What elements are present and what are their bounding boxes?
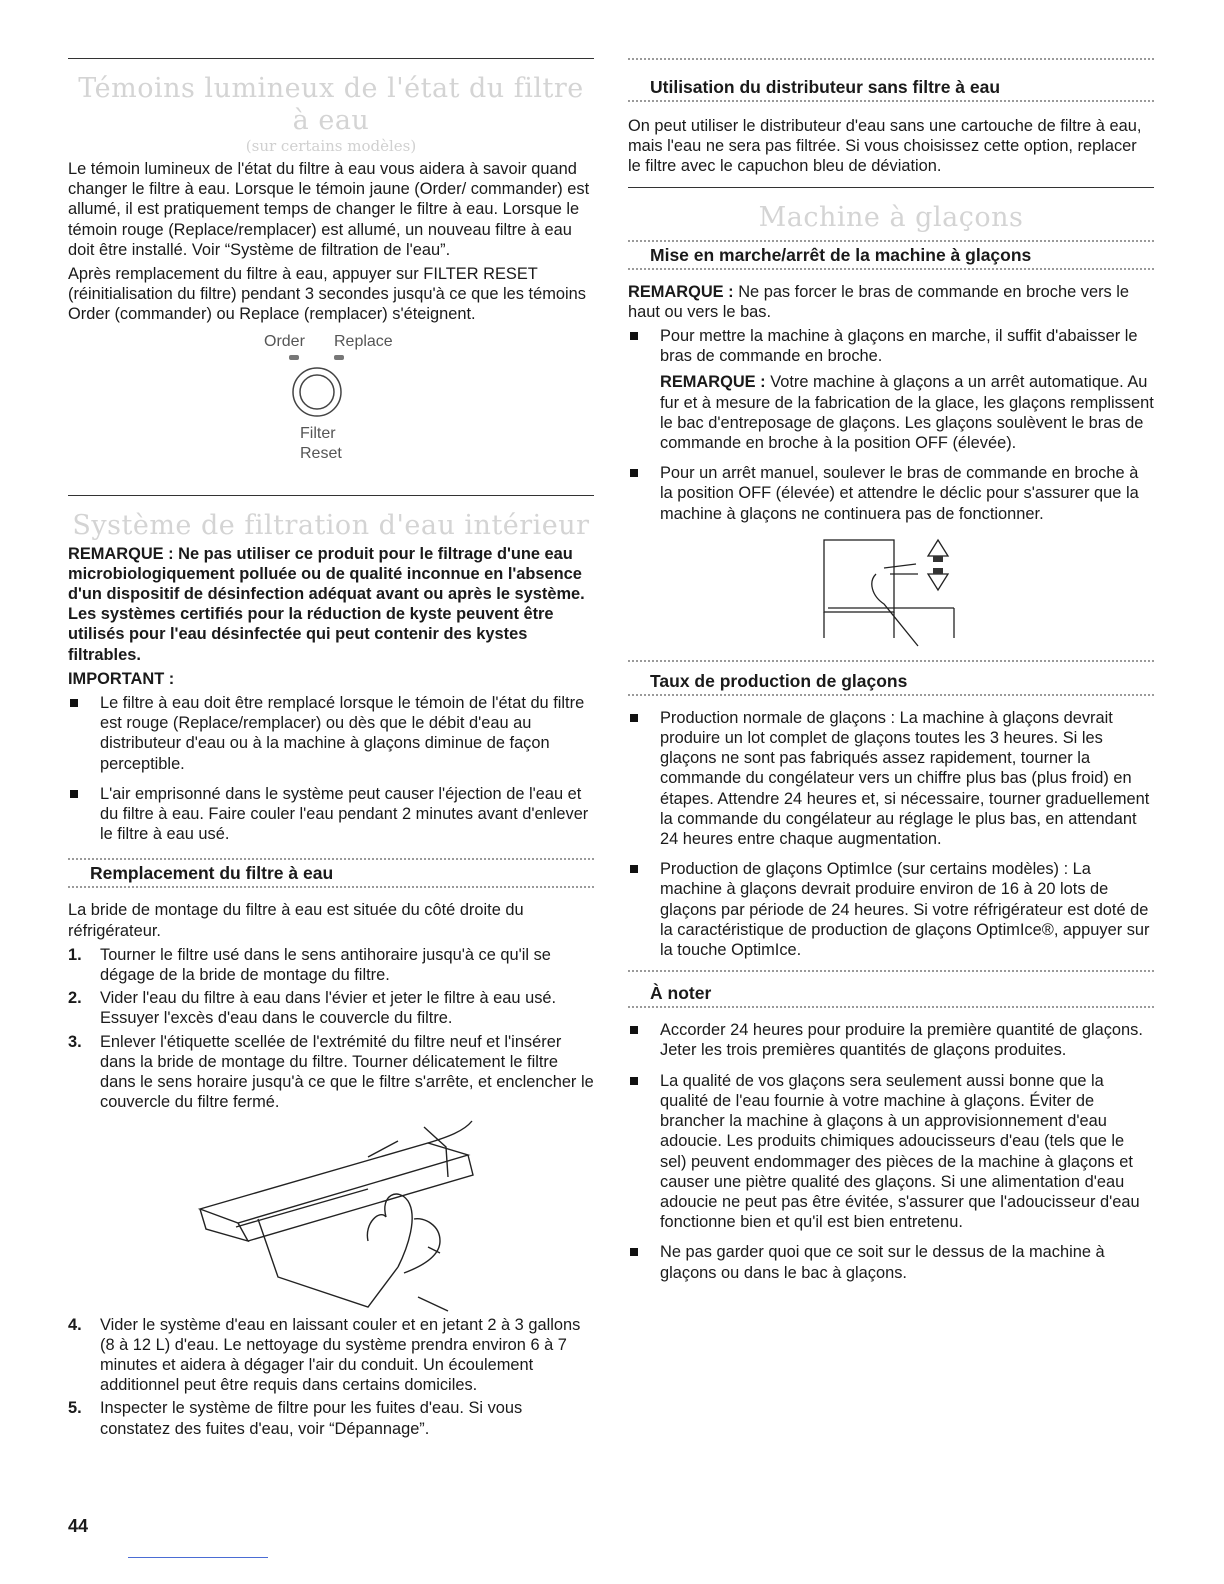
- replace-label: Replace: [334, 332, 393, 350]
- filter-label: Filter: [300, 424, 336, 442]
- dotted-divider: [628, 100, 1154, 102]
- order-label: Order: [264, 332, 305, 350]
- bullet-icon: [630, 714, 638, 722]
- list-item: Accorder 24 heures pour produire la première quantité de glaçons. Jeter les trois premières quantités de glaçons produites.: [628, 1020, 1154, 1060]
- step-item: 1. Tourner le filtre usé dans le sens antihoraire jusqu'à ce qu'il se dégage de la bride de montage du filtre.: [68, 945, 551, 985]
- bullet-icon: [630, 332, 638, 340]
- paragraph: On peut utiliser le distributeur d'eau sans une cartouche de filtre à eau, mais l'eau ne sera pas filtrée. Si vous choisissez cette option, replacer le filtre avec le capuchon bleu de déviation.: [628, 117, 1142, 176]
- ice-maker-list: [628, 326, 1154, 524]
- left-column: [68, 58, 594, 1442]
- bullet-icon: [70, 790, 78, 798]
- subheading-filter-replacement: Remplacement du filtre à eau: [90, 863, 334, 884]
- dotted-divider: [68, 886, 594, 888]
- section-rule: [68, 58, 594, 59]
- paragraph: La bride de montage du filtre à eau est située du côté droite du réfrigérateur.: [68, 901, 524, 940]
- paragraph: Le témoin lumineux de l'état du filtre à eau vous aidera à savoir quand changer le filtre à eau. Lorsque le témoin jaune (Order/ commander) est allumé, il est pratiquement temps de changer le filtre à eau. Lorsque le témoin rouge (Replace/remplacer) est allumé, un nouveau filtre à eau doit être installé. Voir “Système de filtration de l'eau”.: [68, 160, 590, 259]
- important-label: IMPORTANT :: [68, 669, 175, 688]
- step-item: 2. Vider l'eau du filtre à eau dans l'évier et jeter le filtre à eau usé. Essuyer l'excès d'eau dans le couvercle du filtre.: [68, 989, 557, 1028]
- steps-list-continued: [68, 1315, 594, 1439]
- subheading-ice-maker-on-off: Mise en marche/arrêt de la machine à glaçons: [650, 244, 1032, 265]
- replace-indicator-light: [334, 355, 344, 360]
- dotted-divider: [628, 660, 1154, 662]
- order-indicator-light: [289, 355, 299, 360]
- section-title-filtration-system: Système de filtration d'eau intérieur: [72, 509, 590, 541]
- dotted-divider: [628, 694, 1154, 696]
- section-rule: [68, 495, 594, 496]
- warning-remarque: REMARQUE : Ne pas utiliser ce produit pour le filtrage d'une eau microbiologiquement polluée ou de qualité inconnue en l'absence d'un dispositif de désinfection adéquat avant ou après le système. Les systèmes certifiés pour la réduction de kyste peuvent être utilisés pour l'eau désinfectée qui peut contenir des kystes filtrables.: [68, 544, 585, 664]
- bullet-icon: [70, 699, 78, 707]
- subheading-a-noter: À noter: [650, 983, 712, 1004]
- ice-maker-arm-illustration: [628, 534, 1154, 652]
- dotted-divider: [628, 268, 1154, 270]
- production-list: [628, 708, 1154, 960]
- dotted-divider: [628, 1006, 1154, 1008]
- step-item: 5. Inspecter le système de filtre pour les fuites d'eau. Si vous constatez des fuites d'eau, voir “Dépannage”.: [68, 1399, 523, 1438]
- reset-label: Reset: [300, 444, 342, 462]
- bullet-icon: [630, 469, 638, 477]
- list-item: La qualité de vos glaçons sera seulement aussi bonne que la qualité de l'eau fournie à votre machine à glaçons. Éviter de brancher la machine à glaçons à un approvisionnement d'eau adoucie. Les produits chimiques adoucisseurs d'eau (tels que le sel) peuvent endommager des pièces de la machine à glaçons et causer une piètre qualité des glaçons. Si une alimentation d'eau adoucie ne peut pas être évitée, s'assurer que l'adoucisseur d'eau fonctionne bien et qu'il est bien entretenu.: [628, 1071, 1154, 1233]
- bullet-icon: [630, 1077, 638, 1085]
- subheading-dispenser-without-filter: Utilisation du distributeur sans filtre à eau: [650, 77, 1001, 97]
- paragraph: Après remplacement du filtre à eau, appuyer sur FILTER RESET (réinitialisation du filtre) pendant 3 secondes jusqu'à ce que les témoins Order (commander) ou Replace (remplacer) s'éteignent.: [68, 265, 586, 324]
- footer-rule: [128, 1557, 268, 1558]
- note-paragraph: REMARQUE : Votre machine à glaçons a un arrêt automatique. Au fur et à mesure de la fabrication de la glace, les glaçons remplissent le bac d'entreposage de glaçons. Les glaçons soulèvent le bras de commande en broche à la position OFF (élevée).: [660, 373, 1154, 453]
- list-item: Production de glaçons OptimIce (sur certains modèles) : La machine à glaçons devrait produire environ de 16 à 20 lots de glaçons par période de 24 heures. Si votre réfrigérateur est doté de la caractéristique de production de glaçons OptimIce®, appuyer sur la touche OptimIce.: [628, 859, 1154, 960]
- step-item: 3. Enlever l'étiquette scellée de l'extrémité du filtre neuf et l'insérer dans la bride de montage du filtre. Tourner délicatement le filtre dans le sens horaire jusqu'à ce que le filtre s'arrête, et enclencher le couvercle du filtre fermé.: [68, 1032, 594, 1112]
- list-item: Pour un arrêt manuel, soulever le bras de commande en broche à la position OFF (élevée) et attendre le déclic pour s'assurer que la machine à glaçons ne continuera pas de fonctionner.: [628, 463, 1154, 524]
- notes-list: [628, 1020, 1154, 1282]
- section-rule: [628, 187, 1154, 188]
- steps-list: [68, 945, 594, 1113]
- list-item: Le filtre à eau doit être remplacé lorsque le témoin de l'état du filtre est rouge (Replace/remplacer) ou dès que le débit d'eau au distributeur d'eau ou à la machine à glaçons diminue de façon perceptible.: [68, 693, 594, 774]
- filter-status-panel: [68, 333, 594, 483]
- bullet-icon: [630, 1248, 638, 1256]
- list-item: Pour mettre la machine à glaçons en marche, il suffit d'abaisser le bras de commande en broche. REMARQUE : Votre machine à glaçons a un arrêt automatique. Au fur et à mesure de la fabrication de la glace, les glaçons remplissent le bac d'entreposage de glaçons. Les glaçons soulèvent le bras de commande en broche à la position OFF (élevée).: [628, 326, 1154, 453]
- dotted-divider: [628, 58, 1154, 60]
- page-number: 44: [68, 1516, 89, 1536]
- section-title-ice-maker: Machine à glaçons: [758, 201, 1024, 233]
- list-item: Production normale de glaçons : La machine à glaçons devrait produire un lot complet de glaçons toutes les 3 heures. Si les glaçons ne sont pas fabriqués assez rapidement, tourner la commande du congélateur vers un chiffre plus bas (plus froid) en étapes. Attendre 24 heures et, si nécessaire, tourner graduellement la commande du congélateur au réglage le plus bas, en attendant 24 heures entre chaque augmentation.: [628, 708, 1154, 849]
- bullet-icon: [630, 865, 638, 873]
- subheading-ice-production-rate: Taux de production de glaçons: [650, 670, 908, 691]
- important-list: [68, 693, 594, 844]
- bullet-icon: [630, 1026, 638, 1034]
- right-column: [628, 58, 1154, 1293]
- filter-replacement-illustration: [68, 1117, 594, 1313]
- filter-reset-button-icon: [290, 365, 344, 419]
- step-item: 4. Vider le système d'eau en laissant couler et en jetant 2 à 3 gallons (8 à 12 L) d'eau. Le nettoyage du système prendra environ 6 à 7 minutes et aidera à dégager l'air du conduit. Un écoulement additionnel peut être requis dans certains domiciles.: [68, 1315, 581, 1395]
- remarque-paragraph: REMARQUE : Ne pas forcer le bras de commande en broche vers le haut ou vers le bas.: [628, 282, 1130, 321]
- section-title-filter-lights: Témoins lumineux de l'état du filtre à eau: [78, 73, 584, 136]
- list-item: L'air emprisonné dans le système peut causer l'éjection de l'eau et du filtre à eau. Faire couler l'eau pendant 2 minutes avant d'enlever le filtre à eau usé.: [68, 784, 594, 845]
- dotted-divider: [628, 970, 1154, 972]
- section-subtitle: (sur certains modèles): [245, 137, 417, 155]
- list-item: Ne pas garder quoi que ce soit sur le dessus de la machine à glaçons ou dans le bac à glaçons.: [628, 1242, 1154, 1282]
